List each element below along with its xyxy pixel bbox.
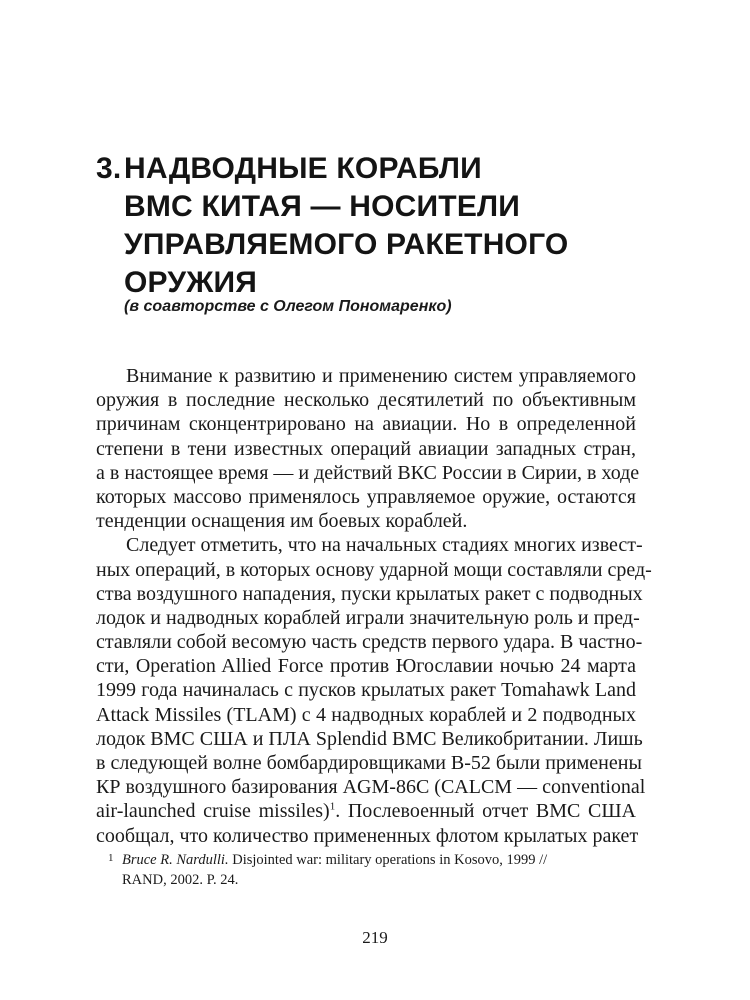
text-line: а в настоящее время — и действий ВКС России в Сирии, в ходе [96, 461, 640, 484]
text-line: ства воздушного нападения, пуски крылатых ракет с подводных [96, 582, 643, 605]
text-line: сообщал, что количество примененных флотом крылатых ракет [96, 824, 639, 847]
chapter-number: 3. [96, 152, 122, 185]
chapter-heading [96, 150, 656, 302]
page-number: 219 [362, 928, 388, 947]
chapter-title-line: ВМС КИТАЯ — НОСИТЕЛИ [124, 190, 521, 223]
text-line: 1999 года начиналась с пусков крылатых ракет Tomahawk Land [96, 679, 636, 702]
footnote-reference[interactable]: 1 [329, 800, 336, 813]
text-line: степени в тени известных операций авиации западных стран, [96, 437, 636, 460]
text-line: Внимание к развитию и применению систем управляемого [126, 365, 636, 387]
text-line: Attack Missiles (TLAM) с 4 надводных кораблей и 2 подводных [96, 703, 636, 726]
text-line: ставляли собой весомую часть средств первого удара. В частно- [96, 631, 643, 654]
paragraph-2 [96, 533, 652, 847]
chapter-heading-line-1 [96, 150, 656, 188]
text-line: причинам сконцентрировано на авиации. Но в определенной [96, 413, 636, 436]
text-line-with-footnote [96, 799, 636, 823]
text-line: оружия в последние несколько десятилетий по объективным [96, 389, 636, 412]
footnote-number: 1 [108, 852, 114, 864]
text-line: сти, Operation Allied Force против Югославии ночью 24 марта [96, 655, 636, 678]
text-line: ных операций, в которых основу ударной мощи составляли сред- [96, 558, 652, 581]
chapter-title-line: НАДВОДНЫЕ КОРАБЛИ [124, 152, 482, 185]
text-line: КР воздушного базирования AGM-86C (CALCM — conventional [96, 776, 646, 799]
text-line: которых массово применялось управляемое оружие, остаются [96, 485, 636, 508]
body-text [96, 364, 652, 848]
paragraph-1 [96, 364, 640, 533]
text-segment: air-launched cruise missiles) [96, 800, 330, 823]
footnote [96, 850, 636, 890]
text-line: тенденции оснащения им боевых кораблей. [96, 510, 468, 533]
footnote-text: RAND, 2002. P. 24. [122, 872, 239, 888]
text-line: лодок и надводных кораблей играли значительную роль и пред- [96, 606, 640, 629]
chapter-title-line: ОРУЖИЯ [124, 266, 258, 299]
footnote-author: Bruce R. Nardulli. [122, 852, 229, 868]
text-line: лодок ВМС США и ПЛА Splendid ВМС Великобритании. Лишь [96, 727, 643, 750]
chapter-title-line: УПРАВЛЯЕМОГО РАКЕТНОГО [124, 228, 569, 261]
text-line: Следует отметить, что на начальных стадиях многих извест- [126, 534, 643, 557]
chapter-subtitle: (в соавторстве с Олегом Пономаренко) [124, 298, 452, 315]
text-line: в следующей волне бомбардировщиками B-52 были применены [96, 752, 642, 774]
text-segment: . Послевоенный отчет ВМС США [335, 800, 636, 823]
footnote-text: Disjointed war: military operations in Kosovo, 1999 // [228, 852, 548, 868]
footnote-line-1 [96, 850, 636, 870]
